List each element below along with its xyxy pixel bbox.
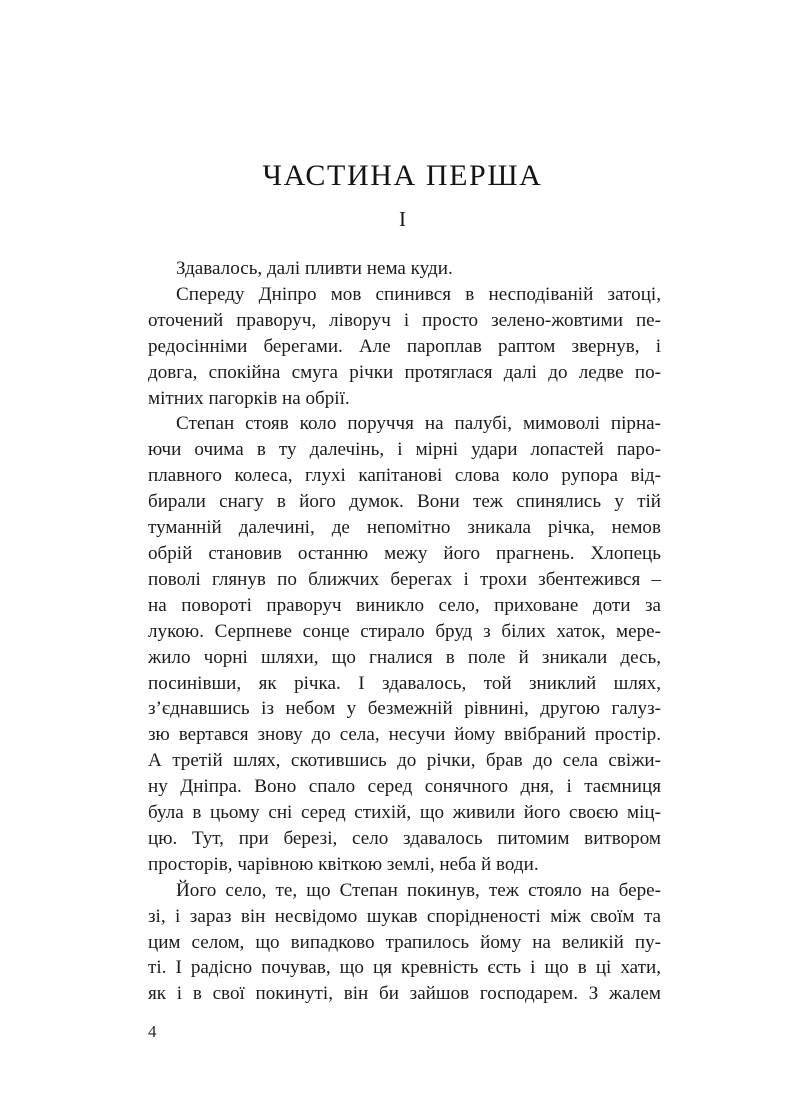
text-line: ну Дніпра. Воно спало серед сонячного дня, і таємниця (148, 776, 661, 798)
text-line: з’єднавшись із небом у безмежній рівнині, другою галуз- (148, 698, 661, 720)
text-line: зю вертався знову до села, несучи йому ввібраний простір. (148, 724, 661, 746)
text-line: на повороті праворуч виникло село, приховане доти за (148, 594, 661, 616)
text-line: ті. І радісно почував, що ця кревність єсть і що в ці хати, (148, 957, 661, 979)
text-line: обрій становив останню межу його прагнень. Хлопець (148, 542, 661, 564)
text-line: зі, і зараз він несвідомо шукав спорідненості між своїм та (148, 905, 661, 927)
text-line: поволі глянув по ближчих берегах і трохи збентежився – (148, 568, 661, 590)
text-line: мітних пагорків на обрії. (148, 387, 350, 409)
text-line: плавного колеса, глухі капітанові слова коло рупора від- (148, 465, 661, 487)
text-line: туманній далечині, де непомітно зникала річка, немов (148, 517, 661, 539)
page-title: ЧАСТИНА ПЕРША (262, 159, 543, 193)
text-line: бирали снагу в його думок. Вони теж спинялись у тій (148, 491, 661, 513)
text-line: жило чорні шляхи, що гналися в поле й зникали десь, (148, 646, 661, 668)
text-line: цим селом, що випадково трапилось йому на великій пу- (148, 931, 661, 953)
text-line: цю. Тут, при березі, село здавалось питомим витвором (148, 827, 661, 849)
text-line: Спереду Дніпро мов спинився в несподіваній затоці, (176, 283, 661, 305)
text-line: оточений праворуч, ліворуч і просто зелено-жовтими пе- (148, 309, 661, 331)
text-line: як і в свої покинуті, він би зайшов господарем. З жалем (148, 983, 661, 1005)
text-line: була в цьому сні серед стихій, що живили його своєю міц- (148, 802, 661, 824)
paragraph (148, 878, 661, 1008)
page-number: 4 (148, 1022, 157, 1041)
text-line: Його село, те, що Степан покинув, теж стояло на бере- (176, 879, 661, 901)
text-line: лукою. Серпневе сонце стирало бруд з білих хаток, мере- (148, 620, 661, 642)
paragraph (148, 411, 661, 877)
text-line: Здавалось, далі пливти нема куди. (176, 258, 453, 279)
paragraph (148, 256, 661, 282)
text-line: ючи очима в ту далечінь, і мірні удари лопастей паро- (148, 439, 661, 461)
text-line: А третій шлях, скотившись до річки, брав до села свіжи- (148, 750, 661, 772)
text-line: просторів, чарівною квіткою землі, неба й води. (148, 853, 539, 875)
text-line: довга, спокійна смуга річки протяглася далі до ледве по- (148, 361, 661, 383)
text-line: Степан стояв коло поруччя на палубі, мимоволі пірна- (176, 413, 661, 435)
text-line: посинівши, як річка. І здавалось, той зниклий шлях, (148, 672, 661, 694)
body-text (148, 256, 661, 1007)
text-line: редосінніми берегами. Але пароплав раптом звернув, і (148, 335, 661, 357)
chapter-number: I (399, 207, 406, 231)
paragraph (148, 282, 661, 412)
